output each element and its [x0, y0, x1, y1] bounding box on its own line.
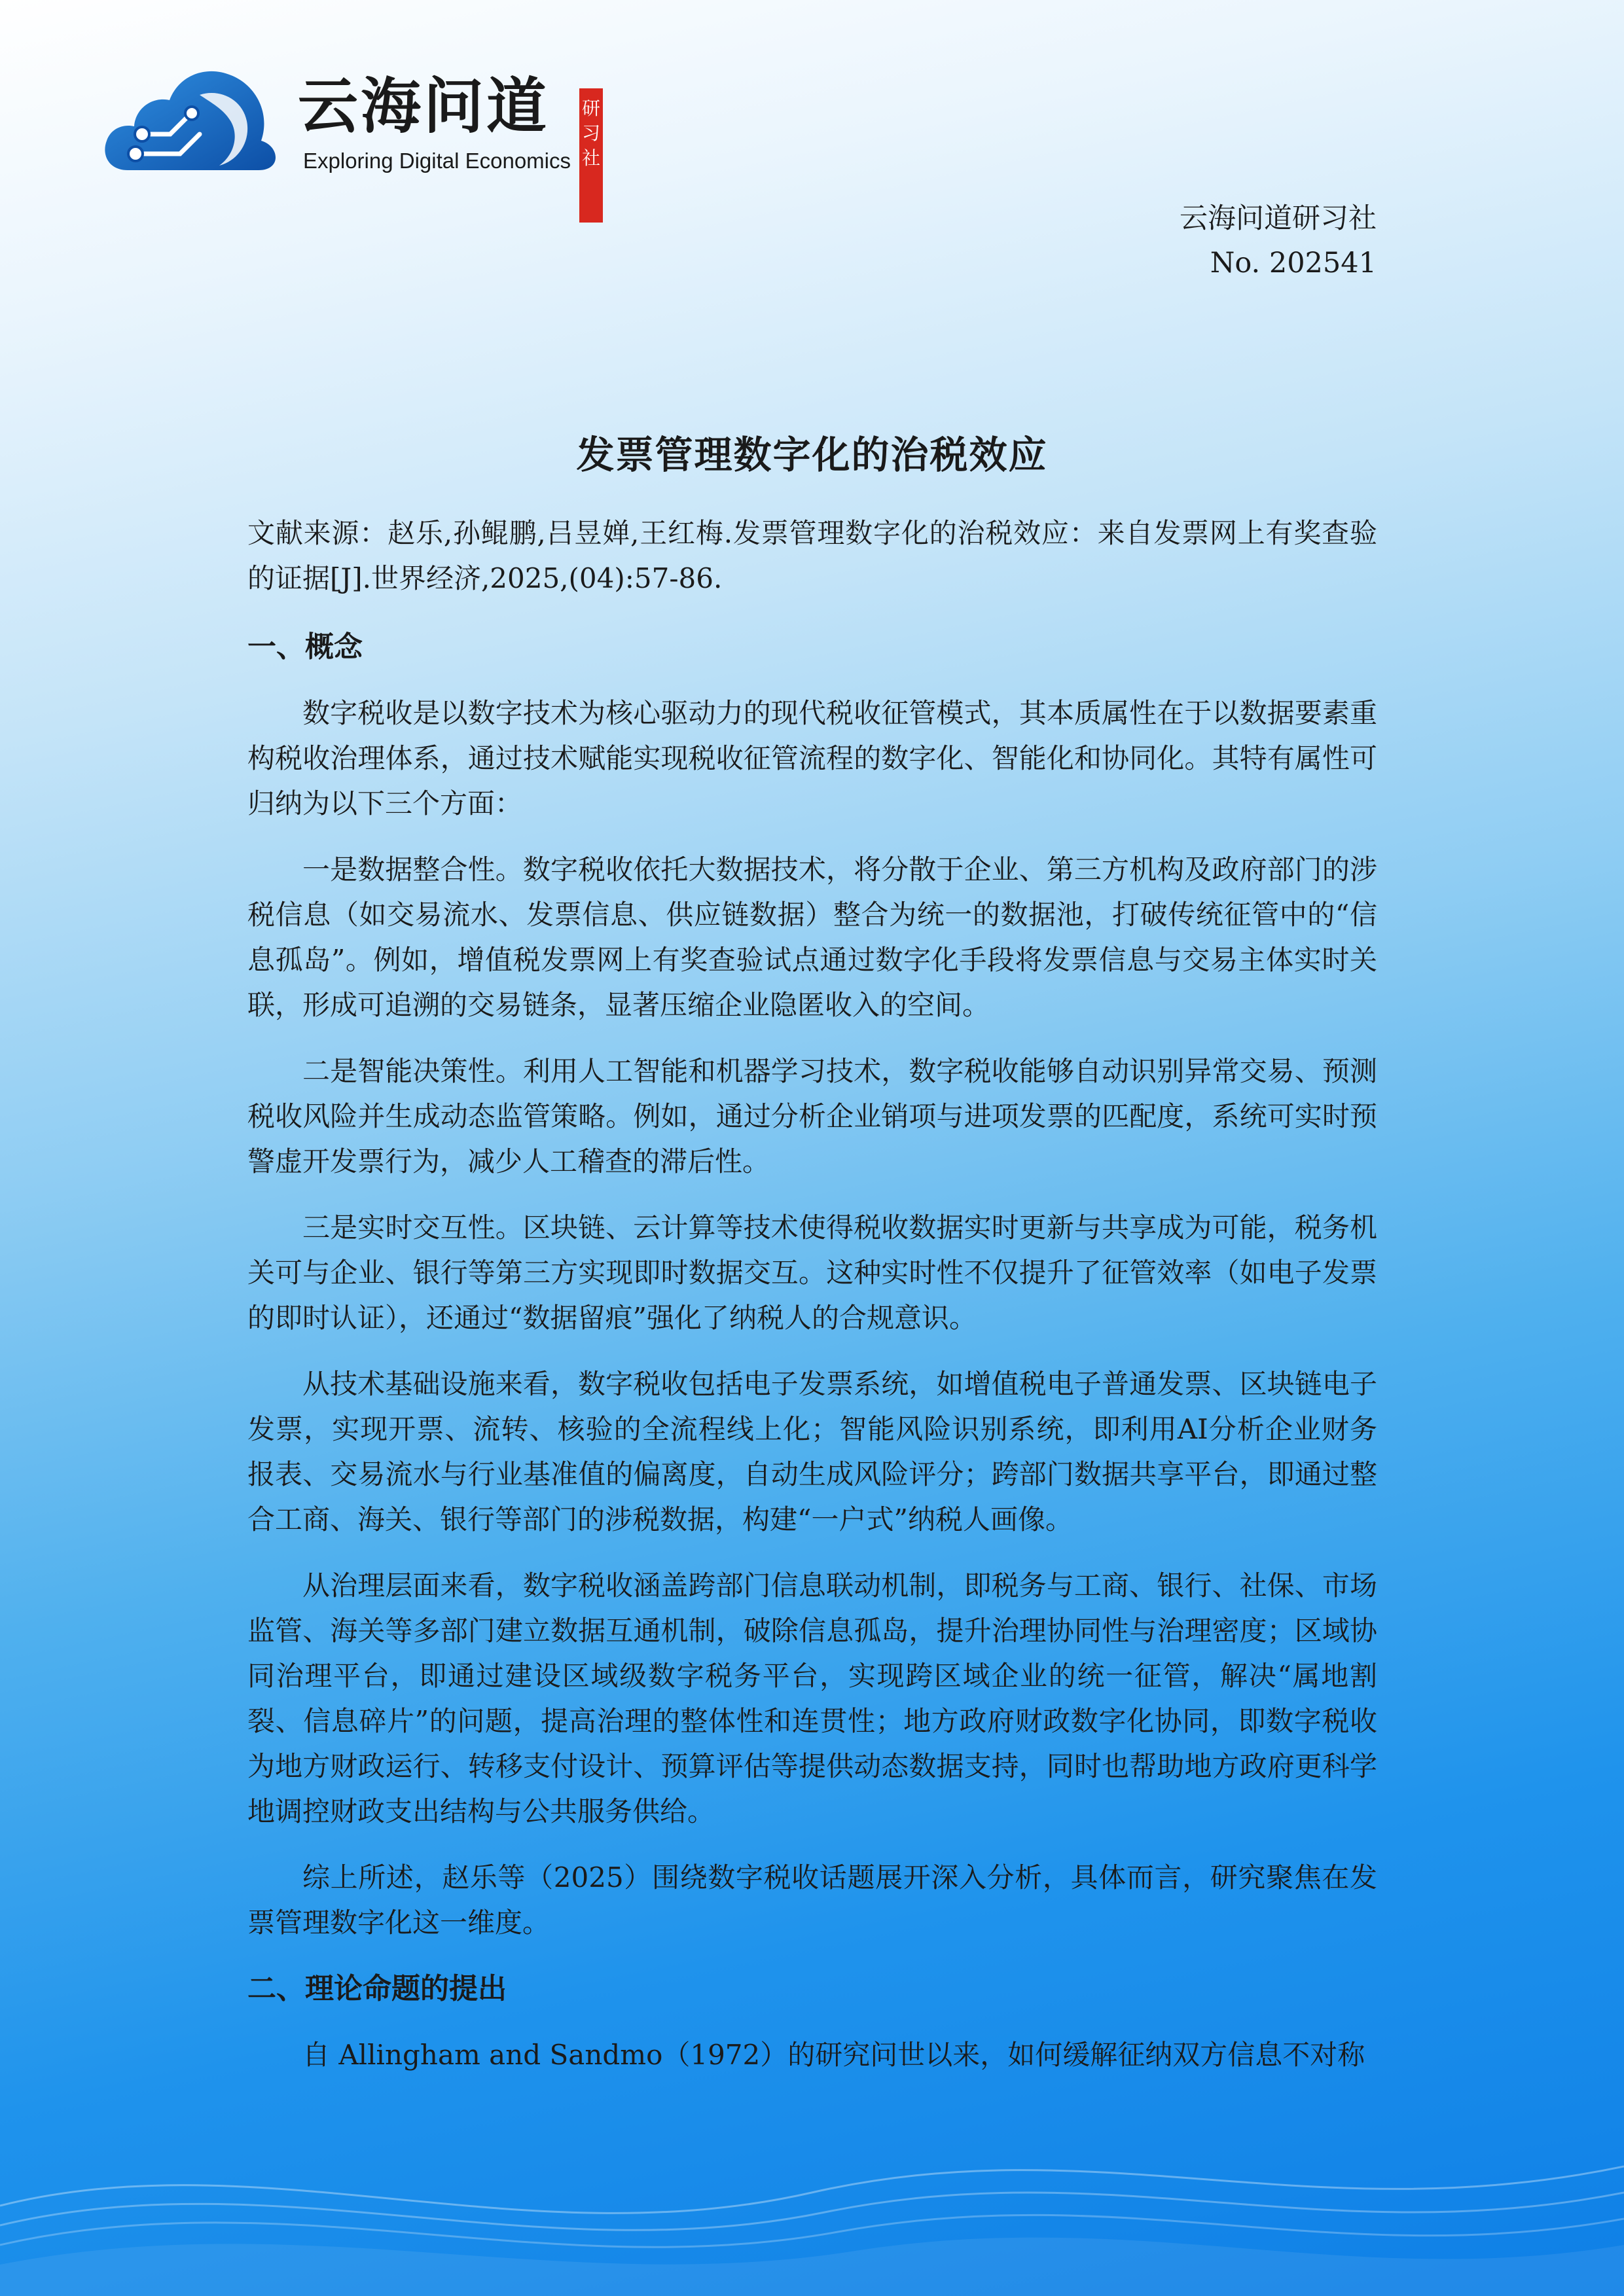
paragraph: 一是数据整合性。数字税收依托大数据技术，将分散于企业、第三方机构及政府部门的涉税信息（如交易流水、发票信息、供应链数据）整合为统一的数据池，打破传统征管中的“信息孤岛”。例如，增值税发票网上有奖查验试点通过数字化手段将发票信息与交易主体实时关联，形成可追溯的交易链条，显著压缩企业隐匿收入的空间。 — [247, 853, 1377, 1021]
document-body — [247, 511, 1377, 2098]
section-heading: 一、概念 — [247, 630, 363, 664]
logo-seal-char: 习 — [581, 122, 600, 144]
section-heading: 二、理论命题的提出 — [247, 1972, 507, 2005]
paragraph: 从技术基础设施来看，数字税收包括电子发票系统，如增值税电子普通发票、区块链电子发票，实现开票、流转、核验的全流程线上化；智能风险识别系统，即利用AI分析企业财务报表、交易流水与行业基准值的偏离度，自动生成风险评分；跨部门数据共享平台，即通过整合工商、海关、银行等部门的涉税数据，构建“一户式”纳税人画像。 — [247, 1368, 1377, 1535]
paragraph: 自 Allingham and Sandmo（1972）的研究问世以来，如何缓解征纳双方信息不对称 — [302, 2039, 1365, 2071]
document-title: 发票管理数字化的治税效应 — [576, 433, 1048, 477]
logo-title: 云海问道 — [298, 71, 550, 141]
logo-seal — [579, 88, 603, 223]
decorative-waves — [0, 2062, 1624, 2296]
logo-seal-char: 研 — [581, 98, 600, 119]
logo — [101, 56, 612, 180]
paragraph: 三是实时交互性。区块链、云计算等技术使得税收数据实时更新与共享成为可能，税务机关可与企业、银行等第三方实现即时数据交互。这种实时性不仅提升了征管效率（如电子发票的即时认证），还通过“数据留痕”强化了纳税人的合规意识。 — [247, 1211, 1377, 1334]
paragraph: 综上所述，赵乐等（2025）围绕数字税收话题展开深入分析，具体而言，研究聚焦在发票管理数字化这一维度。 — [247, 1861, 1377, 1939]
paragraph: 二是智能决策性。利用人工智能和机器学习技术，数字税收能够自动识别异常交易、预测税收风险并生成动态监管策略。例如，通过分析企业销项与进项发票的匹配度，系统可实时预警虚开发票行为，减少人工稽查的滞后性。 — [247, 1055, 1377, 1177]
issue-info — [1180, 196, 1377, 285]
logo-seal-char: 社 — [581, 147, 600, 169]
paragraph: 从治理层面来看，数字税收涵盖跨部门信息联动机制，即税务与工商、银行、社保、市场监管、海关等多部门建立数据互通机制，破除信息孤岛，提升治理协同性与治理密度；区域协同治理平台，即通过建设区域级数字税务平台，实现跨区域企业的统一征管，解决“属地割裂、信息碎片”的问题，提高治理的整体性和连贯性；地方政府财政数字化协同，即数字税收为地方财政运行、转移支付设计、预算评估等提供动态数据支持，同时也帮助地方政府更科学地调控财政支出结构与公共服务供给。 — [247, 1570, 1377, 1827]
logo-subtitle: Exploring Digital Economics — [303, 149, 571, 173]
citation-source: 文献来源：赵乐,孙鲲鹏,吕昱婵,王红梅.发票管理数字化的治税效应：来自发票网上有奖查验的证据[J].世界经济,2025,(04):57-86. — [247, 517, 1377, 594]
cloud-circuit-logo-icon — [101, 56, 285, 180]
org-name: 云海问道研习社 — [1180, 202, 1377, 235]
paragraph: 数字税收是以数字技术为核心驱动力的现代税收征管模式，其本质属性在于以数据要素重构税收治理体系，通过技术赋能实现税收征管流程的数字化、智能化和协同化。其特有属性可归纳为以下三个方面： — [247, 697, 1377, 819]
issue-number: No. 202541 — [1210, 247, 1377, 279]
